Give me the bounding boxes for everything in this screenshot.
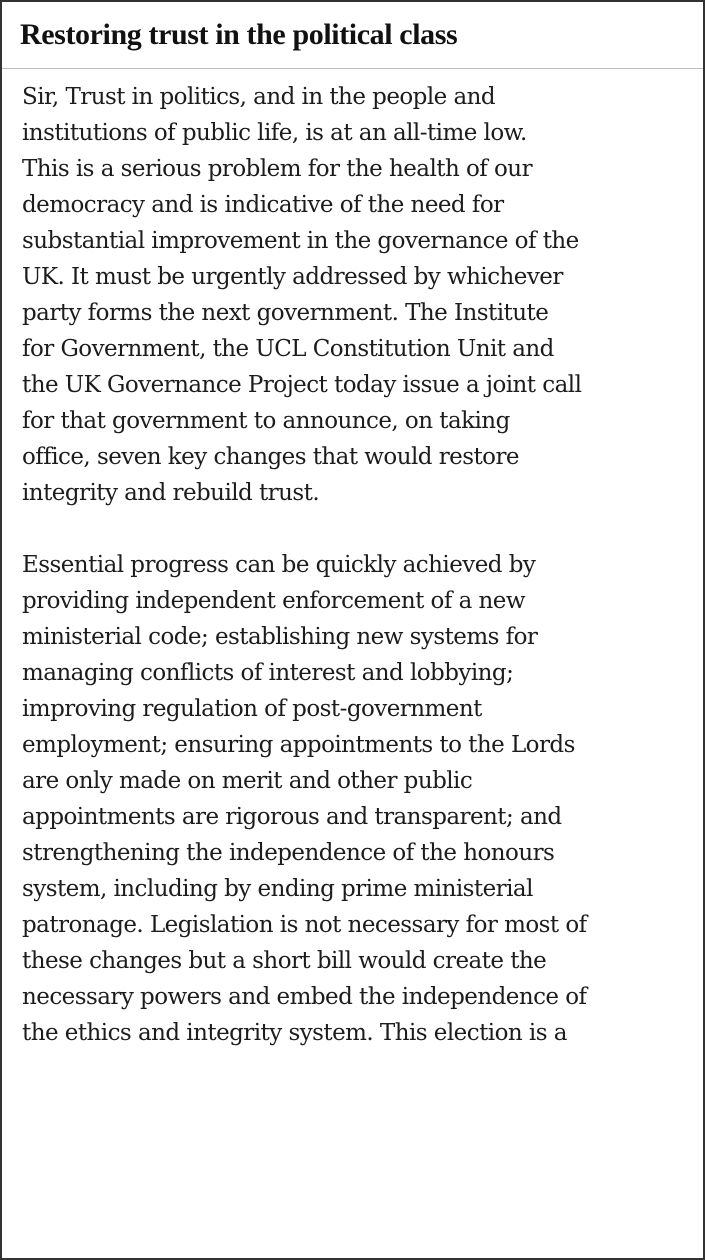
text-line: institutions of public life, is at an all-time low.: [22, 120, 527, 146]
text-line: the ethics and integrity system. This election is a: [22, 1020, 567, 1046]
text-line: ministerial code; establishing new systems for: [22, 624, 538, 650]
letter-headline: Restoring trust in the political class: [20, 18, 458, 51]
text-line: Essential progress can be quickly achieved by: [22, 552, 536, 578]
text-line: strengthening the independence of the honours: [22, 840, 555, 866]
text-line: employment; ensuring appointments to the Lords: [22, 732, 575, 758]
text-line: improving regulation of post-government: [22, 696, 482, 722]
text-line: managing conflicts of interest and lobbying;: [22, 660, 514, 686]
text-line: these changes but a short bill would create the: [22, 948, 547, 974]
text-line: party forms the next government. The Institute: [22, 300, 549, 326]
text-line: democracy and is indicative of the need for: [22, 192, 504, 218]
text-line: the UK Governance Project today issue a joint call: [22, 372, 582, 398]
text-line: This is a serious problem for the health of our: [22, 156, 533, 182]
text-line: UK. It must be urgently addressed by whichever: [22, 264, 563, 290]
text-line: necessary powers and embed the independence of: [22, 984, 587, 1010]
text-line: are only made on merit and other public: [22, 768, 473, 794]
text-line: patronage. Legislation is not necessary for most of: [22, 912, 587, 938]
paragraph-2: [22, 547, 683, 1051]
text-line: appointments are rigorous and transparent; and: [22, 804, 562, 830]
text-line: substantial improvement in the governance of the: [22, 228, 579, 254]
letter-body: [2, 69, 703, 1051]
paragraph-1: [22, 79, 683, 511]
text-line: providing independent enforcement of a new: [22, 588, 525, 614]
text-line: system, including by ending prime ministerial: [22, 876, 533, 902]
text-line: for Government, the UCL Constitution Unit and: [22, 336, 554, 362]
text-line: integrity and rebuild trust.: [22, 480, 320, 506]
text-line: Sir, Trust in politics, and in the people and: [22, 84, 496, 110]
text-line: office, seven key changes that would restore: [22, 444, 519, 470]
text-line: for that government to announce, on taking: [22, 408, 510, 434]
